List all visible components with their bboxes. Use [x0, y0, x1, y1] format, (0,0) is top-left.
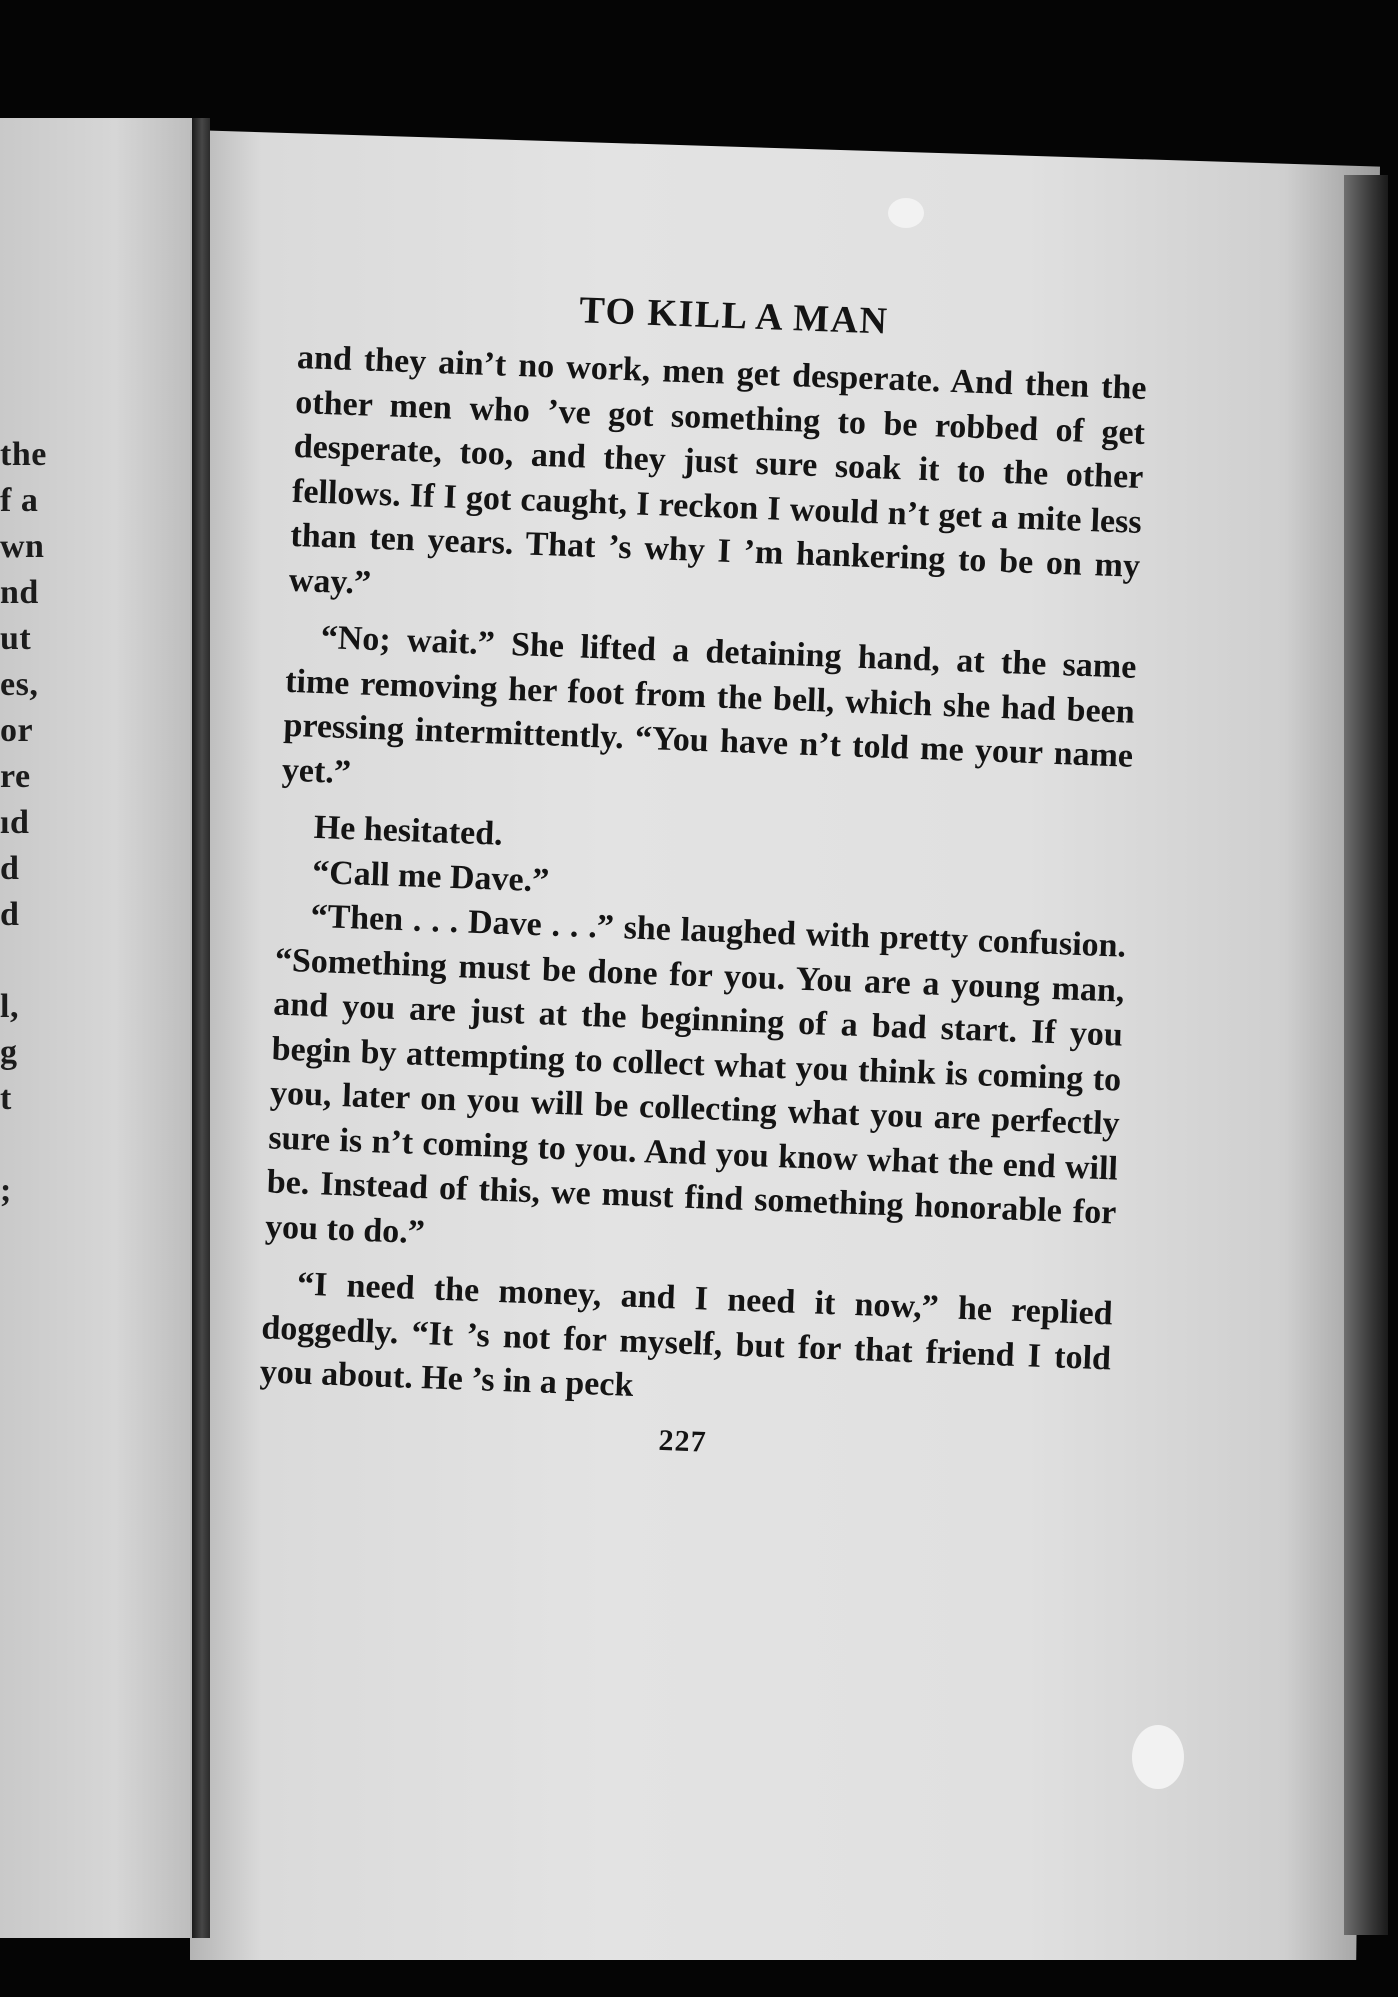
paragraph: “I need the money, and I need it now,” he replied doggedly. “It ’s not for myself, but for that friend I told you about. He ’s in a peck — [259, 1265, 1114, 1404]
page-text-block — [257, 278, 1149, 1474]
fragment: g — [0, 1034, 18, 1071]
dust-speck — [888, 198, 924, 228]
fragment: ; — [0, 1172, 12, 1209]
paragraph: “Then . . . Dave . . .” she laughed with pretty confusion. “Something must be done for you. You are a young man, and you are just at the beginning of a bad start. If you begin by attempting to collect what you think is coming to you, later on you will be collecting what you are perfectly sure is n’t coming to you. And you know what the end will be. Instead of this, we must find something honorable for you to do.” — [264, 897, 1127, 1251]
fragment: t — [0, 1080, 12, 1117]
fragment: l, — [0, 988, 19, 1025]
fragment: ıd — [0, 804, 30, 841]
fragment: the — [0, 436, 47, 473]
fragment: wn — [0, 528, 45, 565]
fragment: es, — [0, 666, 39, 703]
page-edge-stack — [1344, 175, 1388, 1935]
binding-gutter — [192, 118, 210, 1938]
page-number: 227 — [658, 1423, 708, 1459]
previous-page — [0, 118, 192, 1938]
paragraph: He hesitated. — [313, 808, 504, 853]
fragment: f a — [0, 482, 39, 519]
fragment: d — [0, 850, 20, 887]
paragraph: “Call me Dave.” — [311, 853, 550, 900]
fragment: ut — [0, 620, 32, 657]
paragraph: and they ain’t no work, men get desperate. And then the other men who ’ve got something to be robbed of get desperate, too, and they just sure soak it to the other fellows. If I got caught, I reckon I would n’t get a mite less than ten years. That ’s why I ’m hankering to be on my way.” — [288, 338, 1148, 602]
dust-speck — [1132, 1725, 1184, 1789]
running-head: TO KILL A MAN — [578, 289, 890, 343]
fragment: nd — [0, 574, 39, 611]
fragment: or — [0, 712, 34, 749]
fragment: d — [0, 896, 20, 933]
paragraph: “No; wait.” She lifted a detaining hand, at the same time removing her foot from the bell, which she had been pressing intermittently. “You have n’t told me your name yet.” — [281, 619, 1137, 791]
body-text — [259, 336, 1147, 1426]
fragment: re — [0, 758, 31, 795]
